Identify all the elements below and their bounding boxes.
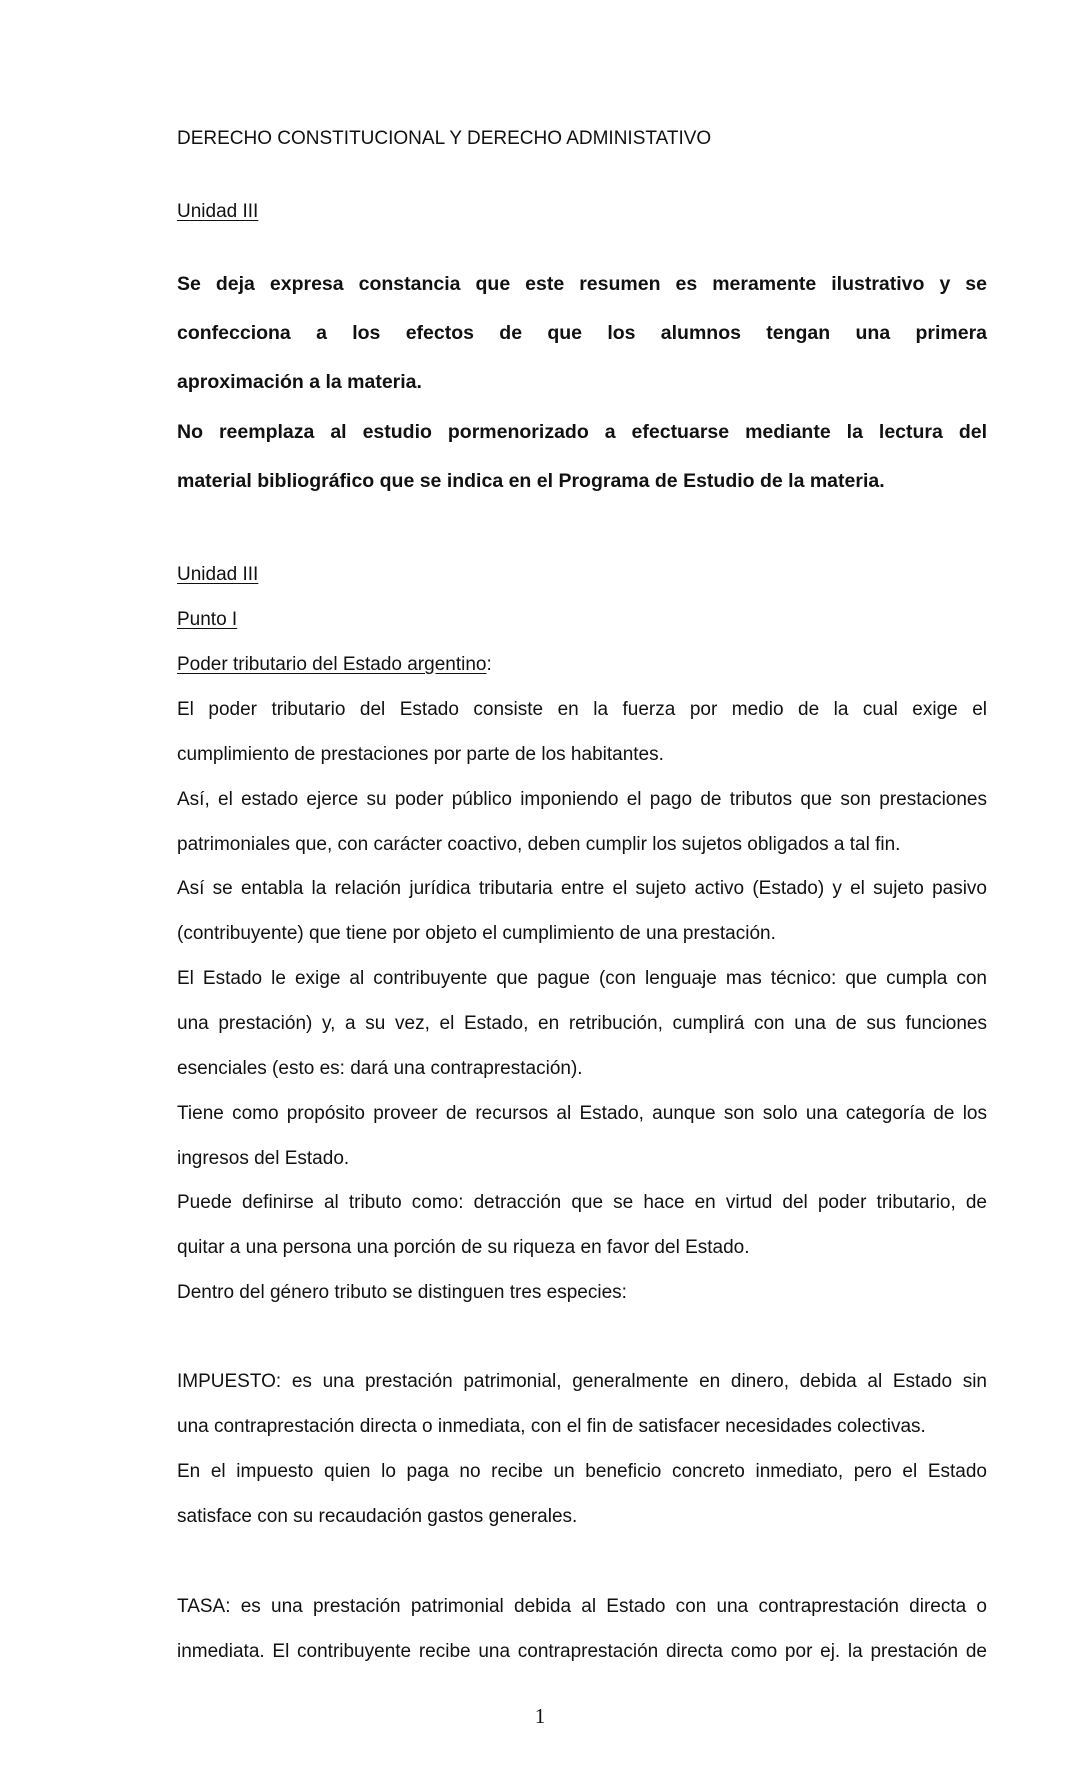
body-line: ingresos del Estado. (177, 1148, 350, 1169)
body-line: (contribuyente) que tiene por objeto el cumplimiento de una prestación. (177, 923, 776, 944)
body-line: IMPUESTO: es una prestación patrimonial, generalmente en dinero, debida al Estado sin (177, 1371, 987, 1392)
section-subtitle-colon: : (486, 654, 492, 675)
body-line: Puede definirse al tributo como: detracción que se hace en virtud del poder tributario, de (177, 1192, 987, 1213)
document-title: DERECHO CONSTITUCIONAL Y DERECHO ADMINISTATIVO (177, 128, 712, 149)
page-number: 1 (534, 1704, 546, 1728)
body-line: Así, el estado ejerce su poder público imponiendo el pago de tributos que son prestaciones (177, 789, 987, 810)
unit-heading: Unidad III (177, 201, 259, 222)
body-line: El Estado le exige al contribuyente que pague (con lenguaje mas técnico: que cumpla con (177, 968, 987, 989)
body-line: esenciales (esto es: dará una contraprestación). (177, 1058, 583, 1079)
body-line: una contraprestación directa o inmediata, con el fin de satisfacer necesidades colectivas. (177, 1416, 926, 1437)
section-unit: Unidad III (177, 564, 259, 585)
disclaimer-line-2: confecciona a los efectos de que los alumnos tengan una primera (177, 322, 987, 344)
body-line: Tiene como propósito proveer de recursos al Estado, aunque son solo una categoría de los (177, 1103, 987, 1124)
disclaimer-line-5: material bibliográfico que se indica en el Programa de Estudio de la materia. (177, 470, 885, 492)
body-line: TASA: es una prestación patrimonial debida al Estado con una contraprestación directa o (177, 1596, 987, 1617)
section-point: Punto I (177, 609, 238, 630)
body-line: cumplimiento de prestaciones por parte de los habitantes. (177, 744, 664, 765)
body-line: satisface con su recaudación gastos generales. (177, 1506, 578, 1527)
body-line: Así se entabla la relación jurídica tributaria entre el sujeto activo (Estado) y el sujeto pasivo (177, 878, 987, 899)
body-line: patrimoniales que, con carácter coactivo, deben cumplir los sujetos obligados a tal fin. (177, 834, 901, 855)
section-subtitle (177, 653, 492, 677)
body-line: En el impuesto quien lo paga no recibe un beneficio concreto inmediato, pero el Estado (177, 1461, 987, 1482)
disclaimer-line-3: aproximación a la materia. (177, 371, 422, 393)
disclaimer-line-4: No reemplaza al estudio pormenorizado a efectuarse mediante la lectura del (177, 421, 987, 443)
section-subtitle-text: Poder tributario del Estado argentino (177, 654, 487, 675)
body-line: una prestación) y, a su vez, el Estado, en retribución, cumplirá con una de sus funciones (177, 1013, 987, 1034)
disclaimer-line-1: Se deja expresa constancia que este resumen es meramente ilustrativo y se (177, 273, 987, 295)
body-line: El poder tributario del Estado consiste en la fuerza por medio de la cual exige el (177, 699, 987, 720)
body-line: inmediata. El contribuyente recibe una contraprestación directa como por ej. la prestación de (177, 1641, 987, 1662)
body-line: Dentro del género tributo se distinguen tres especies: (177, 1282, 627, 1303)
body-line: quitar a una persona una porción de su riqueza en favor del Estado. (177, 1237, 750, 1258)
